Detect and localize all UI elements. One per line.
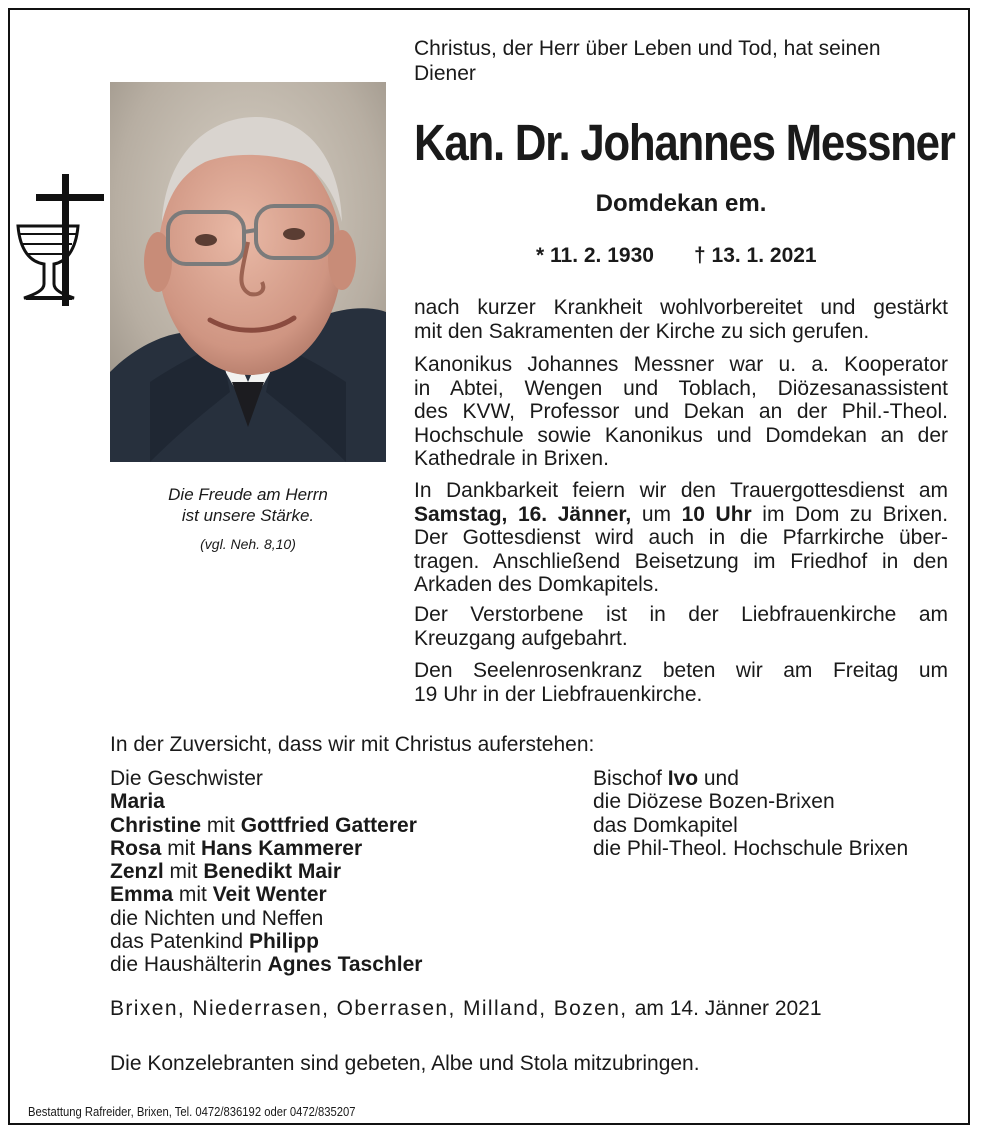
mourner-line — [110, 930, 422, 953]
paragraph-biography — [414, 353, 948, 471]
mourner-name: Benedikt Mair — [203, 860, 342, 884]
text-line: Arkaden des Domkapitels. — [414, 573, 660, 596]
notice-date: am 14. Jänner 2021 — [634, 997, 822, 1020]
text-line: Der Verstorbene ist in der Liebfrauenkirche am — [414, 603, 948, 626]
mourner-name: Philipp — [248, 930, 319, 954]
mourner-name: Agnes Taschler — [267, 953, 423, 977]
mourner-name: Maria — [110, 790, 165, 814]
birth-date: * 11. 2. 1930 — [536, 244, 654, 267]
mourner-name: Christine — [110, 813, 202, 837]
service-day: Samstag, 16. Jänner, — [414, 502, 632, 526]
mourner-name: Veit Wenter — [212, 883, 327, 907]
mourner-line — [110, 790, 422, 813]
mourner-line — [110, 883, 422, 906]
text-line — [414, 503, 948, 527]
mourner-line: Die Geschwister — [110, 767, 263, 790]
text-fragment: um — [631, 502, 682, 526]
mourner-name: Zenzl — [110, 860, 164, 884]
cross-chalice-icon — [14, 172, 106, 312]
text-fragment: Bischof — [593, 767, 668, 790]
concelebrants-note: Die Konzelebranten sind gebeten, Albe und Stola mitzubringen. — [110, 1052, 700, 1075]
mourner-name: Hans Kammerer — [201, 836, 363, 860]
places: Brixen, Niederrasen, Oberrasen, Milland, Bozen, — [110, 997, 635, 1020]
funeral-home-footer: Bestattung Rafreider, Brixen, Tel. 0472/836192 oder 0472/835207 — [28, 1105, 356, 1119]
mourner-name: Gottfried Gatterer — [240, 813, 417, 837]
intro-text: Christus, der Herr über Leben und Tod, hat seinen Diener — [414, 37, 881, 85]
text-line: des KVW, Professor und Dekan an der Phil.-Theol. — [414, 400, 948, 423]
text-line: Der Gottesdienst wird auch in die Pfarrkirche über- — [414, 526, 948, 549]
mourner-line: die Diözese Bozen-Brixen — [593, 790, 835, 814]
portrait-illustration — [110, 82, 386, 462]
paragraph-rosary — [414, 659, 948, 706]
text-line: mit den Sakramenten der Kirche zu sich gerufen. — [414, 319, 870, 343]
place-and-date — [110, 997, 822, 1021]
scripture-quote — [110, 484, 386, 555]
mourners-church — [593, 767, 908, 860]
quote-line: Die Freude am Herrn — [168, 485, 328, 504]
title-subtitle: Domdekan em. — [595, 190, 767, 217]
text-line: 19 Uhr in der Liebfrauenkirche. — [414, 682, 703, 706]
mourner-line — [593, 767, 908, 790]
text-fragment: mit — [161, 836, 202, 860]
text-line: Kanonikus Johannes Messner war u. a. Kooperator — [414, 353, 948, 376]
text-line: nach kurzer Krankheit wohlvorbereitet und gestärkt — [414, 296, 948, 319]
text-fragment: mit — [201, 813, 241, 837]
mourner-line: die Nichten und Neffen — [110, 906, 324, 930]
text-line: Kreuzgang aufgebahrt. — [414, 626, 628, 650]
text-line: Kathedrale in Brixen. — [414, 447, 609, 470]
paragraph-passing — [414, 296, 948, 343]
quote-reference: (vgl. Neh. 8,10) — [200, 536, 296, 552]
text-fragment: und — [698, 767, 739, 790]
mourner-line: die Phil-Theol. Hochschule Brixen — [593, 836, 909, 860]
mourner-line — [110, 837, 422, 860]
paragraph-laid-out — [414, 603, 948, 650]
text-line: Hochschule sowie Kanonikus und Domdekan an der — [414, 423, 948, 447]
portrait-photo — [110, 82, 386, 462]
text-line: in Abtei, Wengen und Toblach, Diözesanassistent — [414, 376, 948, 400]
quote-line: ist unsere Stärke. — [181, 506, 315, 525]
text-fragment: das Patenkind — [110, 930, 249, 954]
mourner-line: das Domkapitel — [593, 813, 738, 837]
service-time: 10 Uhr — [681, 502, 752, 526]
mourner-line — [110, 953, 422, 976]
text-fragment: im Dom zu Brixen. — [751, 502, 949, 526]
text-line: Den Seelenrosenkranz beten wir am Freitag um — [414, 659, 948, 682]
mourner-line — [110, 814, 422, 837]
deceased-name: Kan. Dr. Johannes Messner — [414, 114, 955, 171]
mourner-name: Rosa — [110, 836, 162, 860]
death-date: † 13. 1. 2021 — [694, 244, 817, 267]
text-line: In Dankbarkeit feiern wir den Trauergottesdienst am — [414, 479, 948, 502]
mourners-intro: In der Zuversicht, dass wir mit Christus auferstehen: — [110, 733, 595, 756]
text-line: tragen. Anschließend Beisetzung im Friedhof in den — [414, 549, 948, 573]
mourner-name: Ivo — [667, 767, 699, 790]
text-fragment: mit — [163, 860, 204, 884]
mourners-family — [110, 767, 422, 977]
mourner-line — [110, 860, 422, 883]
paragraph-service — [414, 479, 948, 597]
mourner-name: Emma — [110, 883, 174, 907]
text-fragment: mit — [173, 883, 213, 907]
text-fragment: die Haushälterin — [110, 953, 268, 977]
